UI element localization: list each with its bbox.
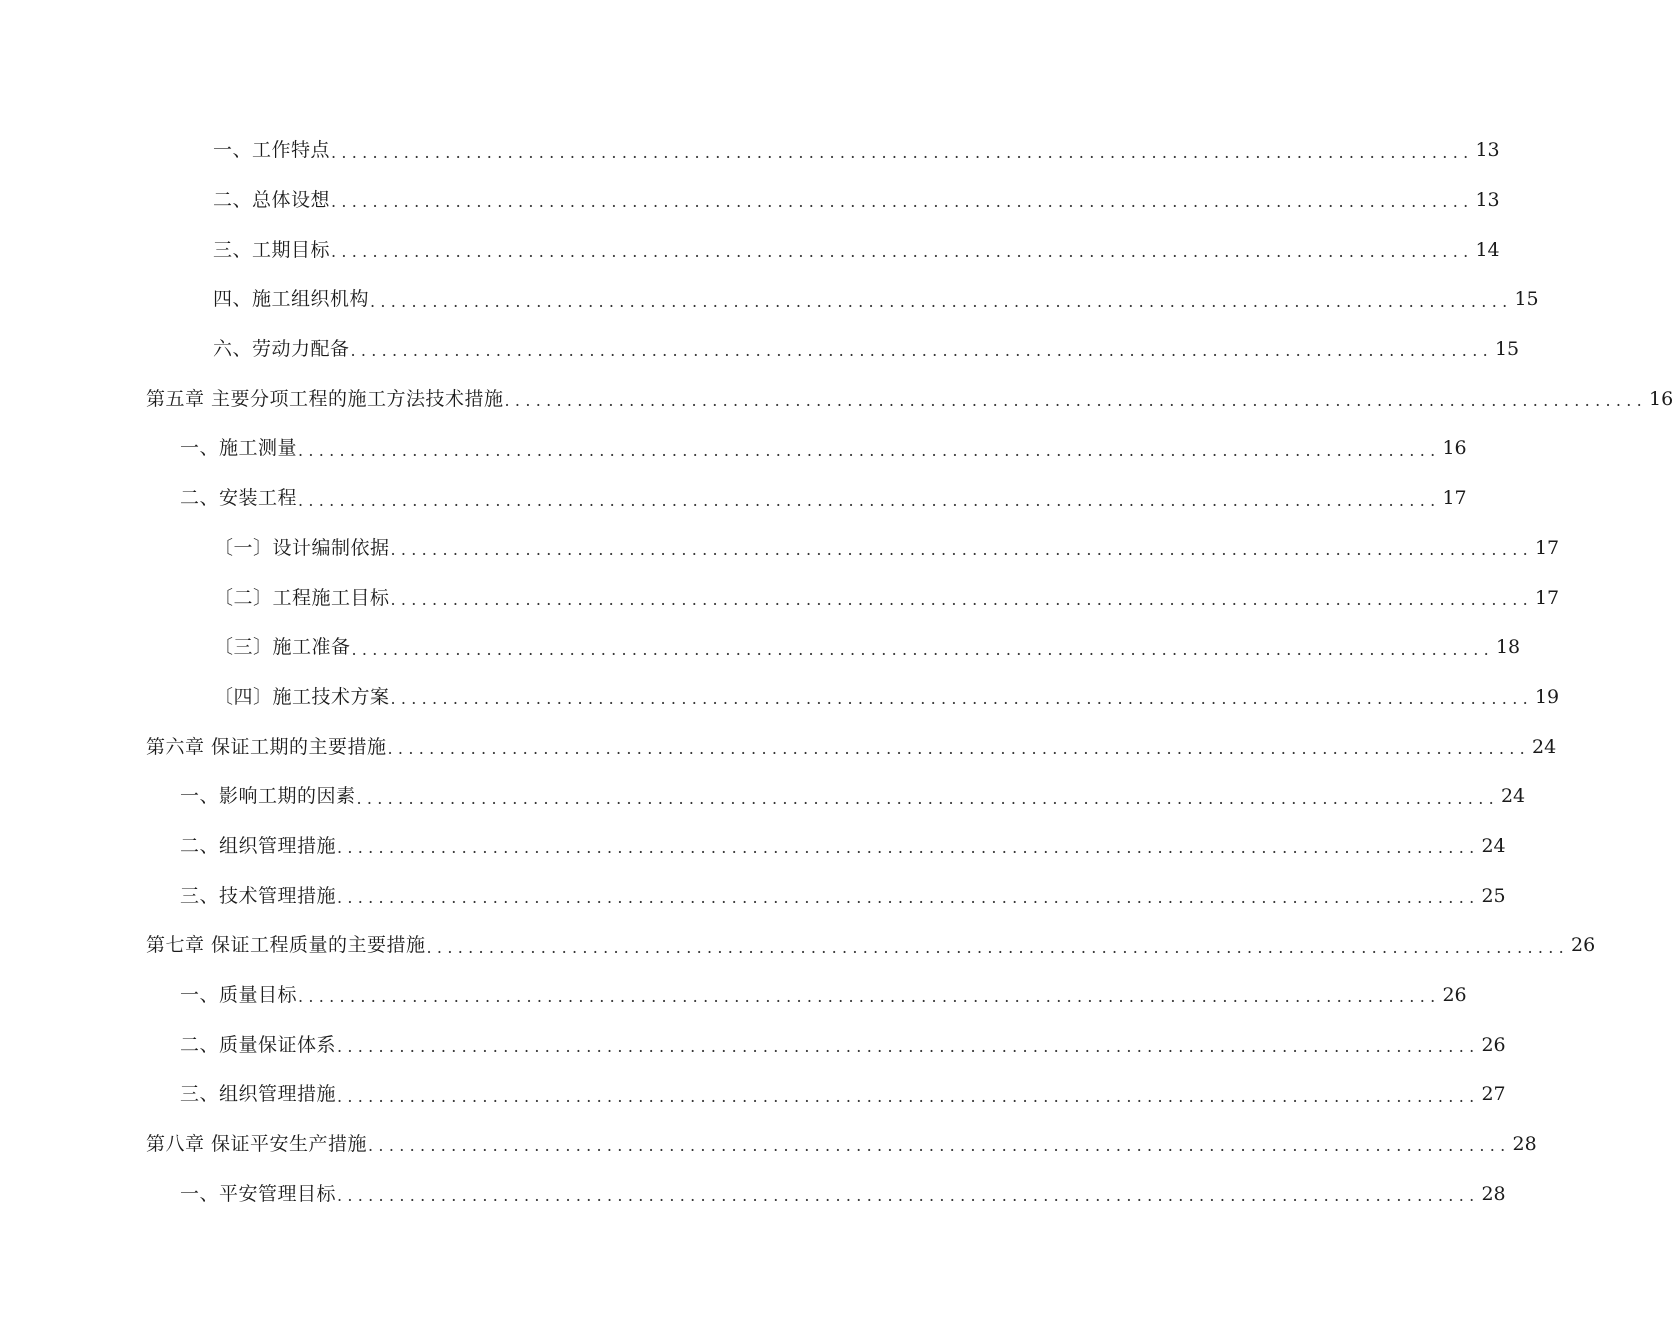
toc-leader-dots: .............................................................................................................. (298, 490, 1441, 510)
toc-leader-dots: .............................................................................................................. (331, 142, 1474, 162)
toc-leader-dots: .............................................................................................................. (337, 1186, 1480, 1206)
toc-leader-dots: .............................................................................................................. (337, 1037, 1480, 1057)
toc-leader-dots: .............................................................................................................. (356, 788, 1499, 808)
toc-entry[interactable] (0, 524, 1560, 574)
toc-entry[interactable] (0, 722, 1557, 772)
toc-entry[interactable] (0, 424, 1467, 474)
toc-page-number: 18 (1495, 636, 1521, 659)
toc-page-number: 26 (1442, 984, 1467, 1007)
toc-page-number: 17 (1442, 487, 1467, 510)
toc-entry-title: 二、总体设想 (213, 189, 331, 212)
toc-entry-title: 第七章 保证工程质量的主要措施 (146, 934, 426, 957)
toc-page-number: 26 (1481, 1033, 1506, 1056)
toc-leader-dots: .............................................................................................................. (331, 192, 1474, 212)
toc-entry[interactable] (0, 1120, 1537, 1170)
toc-leader-dots: .............................................................................................................. (351, 639, 1494, 659)
toc-page-number: 14 (1475, 238, 1500, 261)
toc-page-number: 24 (1500, 785, 1526, 808)
toc-entry-title: 四、施工组织机构 (213, 288, 370, 311)
toc-page-number: 28 (1481, 1182, 1506, 1205)
toc-leader-dots: .............................................................................................................. (390, 589, 1533, 609)
table-of-contents (0, 126, 1673, 1219)
toc-leader-dots: .............................................................................................................. (298, 987, 1441, 1007)
toc-entry[interactable] (0, 673, 1560, 723)
toc-entry[interactable] (0, 126, 1500, 176)
toc-entry[interactable] (0, 1169, 1506, 1219)
toc-entry-title: 第六章 保证工期的主要措施 (146, 735, 387, 758)
toc-entry-title: 三、技术管理措施 (180, 884, 337, 907)
toc-leader-dots: .............................................................................................................. (387, 738, 1530, 758)
toc-leader-dots: .............................................................................................................. (298, 440, 1441, 460)
toc-page-number: 15 (1514, 288, 1539, 311)
toc-leader-dots: .............................................................................................................. (426, 937, 1569, 957)
toc-entry-title: 第八章 保证平安生产措施 (146, 1133, 368, 1156)
toc-leader-dots: .............................................................................................................. (504, 391, 1647, 411)
toc-leader-dots: .............................................................................................................. (337, 1086, 1480, 1106)
toc-entry-title: 一、影响工期的因素 (180, 785, 356, 808)
toc-entry-title: 第五章 主要分项工程的施工方法技术措施 (146, 387, 504, 410)
toc-page-number: 19 (1534, 685, 1560, 708)
toc-entry[interactable] (0, 275, 1539, 325)
toc-page-number: 13 (1475, 189, 1500, 212)
toc-page-number: 17 (1534, 536, 1560, 559)
toc-entry-title: 〔三〕施工准备 (214, 636, 351, 659)
toc-entry[interactable] (0, 573, 1560, 623)
toc-entry-title: 一、质量目标 (180, 984, 298, 1007)
toc-entry[interactable] (0, 871, 1506, 921)
toc-entry[interactable] (0, 474, 1467, 524)
toc-entry-title: 三、组织管理措施 (180, 1083, 337, 1106)
toc-page-number: 25 (1481, 884, 1506, 907)
toc-entry-title: 一、施工测量 (180, 437, 298, 460)
toc-leader-dots: .............................................................................................................. (390, 689, 1533, 709)
toc-page-number: 16 (1649, 387, 1673, 410)
toc-page-number: 15 (1494, 338, 1520, 361)
toc-leader-dots: .............................................................................................................. (370, 291, 1513, 311)
toc-entry-title: 〔二〕工程施工目标 (214, 586, 390, 609)
toc-page-number: 17 (1534, 586, 1560, 609)
toc-entry[interactable] (0, 325, 1520, 375)
toc-leader-dots: .............................................................................................................. (331, 242, 1474, 262)
toc-entry[interactable] (0, 176, 1500, 226)
toc-entry[interactable] (0, 225, 1500, 275)
toc-entry-title: 三、工期目标 (213, 238, 331, 261)
toc-entry[interactable] (0, 971, 1467, 1021)
toc-entry[interactable] (0, 822, 1506, 872)
toc-page-number: 16 (1442, 437, 1467, 460)
toc-leader-dots: .............................................................................................................. (337, 888, 1480, 907)
toc-entry-title: 〔四〕施工技术方案 (214, 685, 390, 708)
toc-entry[interactable] (0, 921, 1596, 971)
toc-page-number: 27 (1481, 1083, 1506, 1106)
toc-entry-title: 一、平安管理目标 (180, 1182, 337, 1205)
toc-entry-title: 六、劳动力配备 (213, 338, 350, 361)
toc-entry[interactable] (0, 374, 1673, 424)
toc-entry-title: 二、组织管理措施 (180, 834, 337, 857)
toc-page-number: 26 (1571, 934, 1596, 957)
toc-entry[interactable] (0, 623, 1521, 673)
toc-entry[interactable] (0, 1070, 1506, 1120)
toc-entry-title: 二、质量保证体系 (180, 1033, 337, 1056)
toc-entry-title: 一、工作特点 (213, 139, 331, 162)
toc-page-number: 13 (1475, 139, 1500, 162)
toc-leader-dots: .............................................................................................................. (390, 540, 1533, 560)
toc-page-number: 24 (1481, 834, 1506, 857)
toc-entry[interactable] (0, 1020, 1506, 1070)
toc-page-number: 24 (1532, 735, 1557, 758)
toc-leader-dots: .............................................................................................................. (350, 341, 1493, 361)
toc-entry[interactable] (0, 772, 1526, 822)
toc-entry-title: 〔一〕设计编制依据 (214, 536, 390, 559)
toc-leader-dots: .............................................................................................................. (368, 1136, 1511, 1156)
toc-leader-dots: .............................................................................................................. (337, 838, 1480, 858)
toc-page-number: 28 (1512, 1133, 1537, 1156)
toc-entry-title: 二、安装工程 (180, 487, 298, 510)
